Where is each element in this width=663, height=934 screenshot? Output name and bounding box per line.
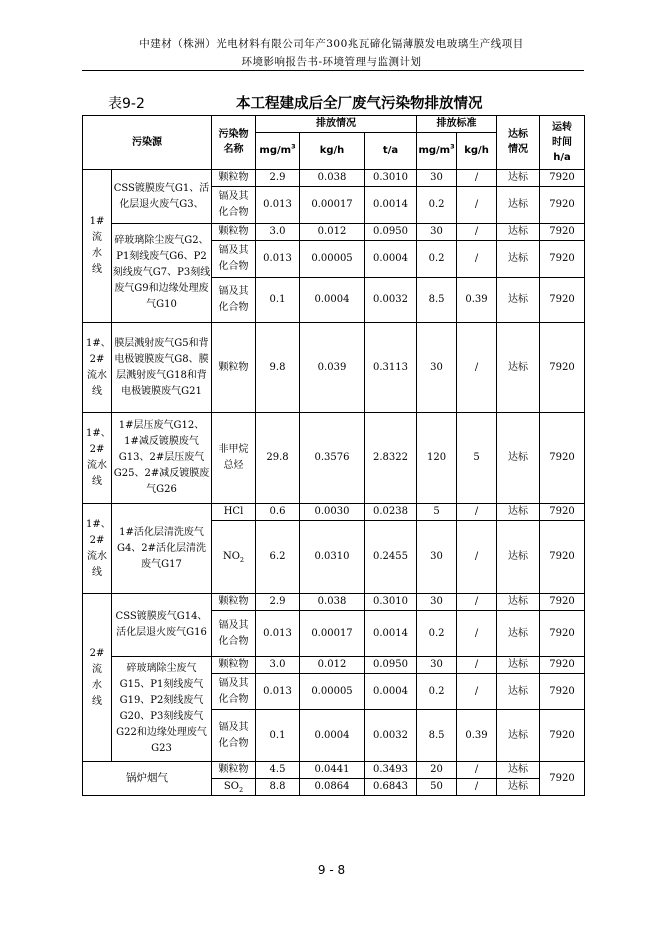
value-cell: 0.00005 (300, 241, 365, 278)
source-cell: 1#活化层清洗废气G4、2#活化层清洗废气G17 (112, 504, 212, 594)
value-cell: 0.2 (417, 611, 457, 657)
value-cell: 3.0 (256, 657, 300, 674)
table-row (83, 413, 585, 504)
value-cell: / (457, 187, 497, 224)
compliance-cell: 达标 (497, 504, 540, 521)
compliance-cell: 达标 (497, 413, 540, 504)
value-cell: 0.013 (256, 187, 300, 224)
compliance-cell: 达标 (497, 594, 540, 611)
compliance-cell: 达标 (497, 710, 540, 762)
pollutant-cell: 镉及其化合物 (212, 187, 256, 224)
runtime-cell: 7920 (540, 674, 585, 710)
col-header-mgm3: $mg/m^3$ (256, 133, 300, 170)
compliance-cell: 达标 (497, 170, 540, 187)
runtime-cell: 7920 (540, 521, 585, 594)
value-cell: 0.39 (457, 710, 497, 762)
compliance-cell: 达标 (497, 323, 540, 413)
table-number: 表9-2 (108, 96, 145, 112)
value-cell: 30 (417, 594, 457, 611)
runtime-cell: 7920 (540, 170, 585, 187)
pollutant-cell: 镉及其化合物 (212, 674, 256, 710)
runtime-cell: 7920 (540, 323, 585, 413)
value-cell: 0.2 (417, 674, 457, 710)
pollutant-cell: $SO_2$ (212, 779, 256, 796)
value-cell: 0.3010 (365, 594, 417, 611)
col-header-standard: 排放标准 (417, 116, 497, 133)
pollutant-cell: 颗粒物 (212, 170, 256, 187)
value-cell: 30 (417, 170, 457, 187)
value-cell: / (457, 762, 497, 779)
compliance-cell: 达标 (497, 674, 540, 710)
compliance-cell: 达标 (497, 611, 540, 657)
table-row (83, 323, 585, 413)
table-row (83, 594, 585, 611)
value-cell: 120 (417, 413, 457, 504)
value-cell: / (457, 657, 497, 674)
value-cell: 0.0950 (365, 224, 417, 241)
compliance-cell: 达标 (497, 779, 540, 796)
page-number: 9 - 8 (317, 863, 346, 877)
group-label: 2#流水线 (83, 594, 112, 762)
pollutant-cell: 镉及其化合物 (212, 710, 256, 762)
value-cell: 6.2 (256, 521, 300, 594)
col-header-runtime: 运转时间h/a (540, 116, 585, 170)
value-cell: / (457, 170, 497, 187)
value-cell: 2.8322 (365, 413, 417, 504)
document-header-line1: 中建材（株洲）光电材料有限公司年产300兆瓦碲化镉薄膜发电玻璃生产线项目 (139, 38, 524, 50)
compliance-cell: 达标 (497, 224, 540, 241)
value-cell: 0.0004 (365, 241, 417, 278)
pollutant-cell: HCl (212, 504, 256, 521)
compliance-cell: 达标 (497, 762, 540, 779)
compliance-cell: 达标 (497, 241, 540, 278)
pollutant-cell: 颗粒物 (212, 323, 256, 413)
value-cell: / (457, 521, 497, 594)
source-cell: CSS镀膜废气G14、活化层退火废气G16 (112, 594, 212, 657)
value-cell: 0.00005 (300, 674, 365, 710)
value-cell: 0.013 (256, 241, 300, 278)
source-cell: 碎玻璃除尘废气G15、P1刻线废气G19、P2刻线废气G20、P3刻线废气G22和边缘处理废气G23 (112, 657, 212, 762)
table-title: 本工程建成后全厂废气污染物排放情况 (236, 96, 483, 112)
value-cell: 0.3113 (365, 323, 417, 413)
value-cell: 0.1 (256, 710, 300, 762)
group-label: 1#流水线 (83, 170, 112, 323)
value-cell: 0.00017 (300, 187, 365, 224)
col-header-ta: t/a (365, 133, 417, 170)
value-cell: 0.0310 (300, 521, 365, 594)
value-cell: 0.0014 (365, 187, 417, 224)
source-cell: 1#层压废气G12、1#减反镀膜废气G13、2#层压废气G25、2#减反镀膜废气G26 (112, 413, 212, 504)
runtime-cell: 7920 (540, 710, 585, 762)
col-header-emission: 排放情况 (256, 116, 417, 133)
compliance-cell: 达标 (497, 187, 540, 224)
table-row (83, 504, 585, 521)
value-cell: 4.5 (256, 762, 300, 779)
value-cell: 0.013 (256, 674, 300, 710)
header-rule (82, 70, 584, 71)
value-cell: 0.0864 (300, 779, 365, 796)
compliance-cell: 达标 (497, 521, 540, 594)
value-cell: / (457, 224, 497, 241)
runtime-cell: 7920 (540, 657, 585, 674)
source-cell: 膜层溅射废气G5和背电极镀膜废气G8、膜层溅射废气G18和背电极镀膜废气G21 (112, 323, 212, 413)
value-cell: 0.0030 (300, 504, 365, 521)
col-header-kgh: kg/h (300, 133, 365, 170)
col-header-std-kgh: kg/h (457, 133, 497, 170)
runtime-cell: 7920 (540, 241, 585, 278)
value-cell: / (457, 504, 497, 521)
runtime-cell: 7920 (540, 278, 585, 323)
value-cell: 0.012 (300, 224, 365, 241)
value-cell: 0.038 (300, 170, 365, 187)
value-cell: 0.039 (300, 323, 365, 413)
value-cell: / (457, 241, 497, 278)
value-cell: / (457, 779, 497, 796)
document-header-line2: 环境影响报告书-环境管理与监测计划 (241, 56, 422, 68)
value-cell: 0.3010 (365, 170, 417, 187)
value-cell: 0.0004 (365, 674, 417, 710)
table-row (83, 170, 585, 187)
runtime-cell: 7920 (540, 224, 585, 241)
value-cell: 0.6 (256, 504, 300, 521)
group-label: 锅炉烟气 (83, 762, 212, 796)
value-cell: / (457, 674, 497, 710)
table-row (83, 657, 585, 674)
value-cell: 8.5 (417, 710, 457, 762)
group-label: 1#、2#流水线 (83, 504, 112, 594)
pollutant-cell: 颗粒物 (212, 657, 256, 674)
pollutant-cell: 镉及其化合物 (212, 241, 256, 278)
value-cell: / (457, 594, 497, 611)
value-cell: 5 (457, 413, 497, 504)
pollutant-cell: $NO_2$ (212, 521, 256, 594)
table-row (83, 224, 585, 241)
runtime-cell: 7920 (540, 413, 585, 504)
value-cell: 30 (417, 521, 457, 594)
value-cell: 0.3576 (300, 413, 365, 504)
runtime-cell: 7920 (540, 504, 585, 521)
source-cell: CSS镀膜废气G1、活化层退火废气G3、 (112, 170, 212, 224)
pollutant-cell: 镉及其化合物 (212, 278, 256, 323)
compliance-cell: 达标 (497, 278, 540, 323)
value-cell: 3.0 (256, 224, 300, 241)
value-cell: 0.2455 (365, 521, 417, 594)
emission-table (82, 115, 585, 796)
pollutant-cell: 镉及其化合物 (212, 611, 256, 657)
value-cell: 0.0950 (365, 657, 417, 674)
value-cell: 8.5 (417, 278, 457, 323)
value-cell: 0.038 (300, 594, 365, 611)
value-cell: 0.0238 (365, 504, 417, 521)
col-header-compliance: 达标情况 (497, 116, 540, 170)
value-cell: 2.9 (256, 594, 300, 611)
value-cell: / (457, 611, 497, 657)
value-cell: 8.8 (256, 779, 300, 796)
value-cell: 5 (417, 504, 457, 521)
value-cell: 0.013 (256, 611, 300, 657)
value-cell: 0.00017 (300, 611, 365, 657)
value-cell: 0.1 (256, 278, 300, 323)
group-label: 1#、2#流水线 (83, 413, 112, 504)
value-cell: 0.0004 (300, 278, 365, 323)
col-header-std-mgm3: $mg/m^3$ (417, 133, 457, 170)
value-cell: 0.39 (457, 278, 497, 323)
col-header-source: 污染源 (83, 116, 212, 170)
table-row (83, 762, 585, 779)
runtime-cell: 7920 (540, 594, 585, 611)
value-cell: 0.2 (417, 241, 457, 278)
pollutant-cell: 非甲烷总烃 (212, 413, 256, 504)
source-cell: 碎玻璃除尘废气G2、P1刻线废气G6、P2刻线废气G7、P3刻线废气G9和边缘处理废气G10 (112, 224, 212, 323)
runtime-cell: 7920 (540, 762, 585, 796)
value-cell: 0.6843 (365, 779, 417, 796)
runtime-cell: 7920 (540, 611, 585, 657)
value-cell: 0.2 (417, 187, 457, 224)
value-cell: 30 (417, 657, 457, 674)
value-cell: 29.8 (256, 413, 300, 504)
value-cell: 0.0032 (365, 710, 417, 762)
pollutant-cell: 颗粒物 (212, 762, 256, 779)
col-header-pollutant: 污染物名称 (212, 116, 256, 170)
runtime-cell: 7920 (540, 187, 585, 224)
value-cell: 30 (417, 323, 457, 413)
value-cell: 0.012 (300, 657, 365, 674)
group-label: 1#、2#流水线 (83, 323, 112, 413)
value-cell: 0.0441 (300, 762, 365, 779)
value-cell: 50 (417, 779, 457, 796)
value-cell: 0.3493 (365, 762, 417, 779)
pollutant-cell: 颗粒物 (212, 224, 256, 241)
value-cell: 9.8 (256, 323, 300, 413)
value-cell: 0.0014 (365, 611, 417, 657)
value-cell: 20 (417, 762, 457, 779)
value-cell: 0.0032 (365, 278, 417, 323)
value-cell: 0.0004 (300, 710, 365, 762)
pollutant-cell: 颗粒物 (212, 594, 256, 611)
value-cell: 2.9 (256, 170, 300, 187)
compliance-cell: 达标 (497, 657, 540, 674)
value-cell: / (457, 323, 497, 413)
value-cell: 30 (417, 224, 457, 241)
